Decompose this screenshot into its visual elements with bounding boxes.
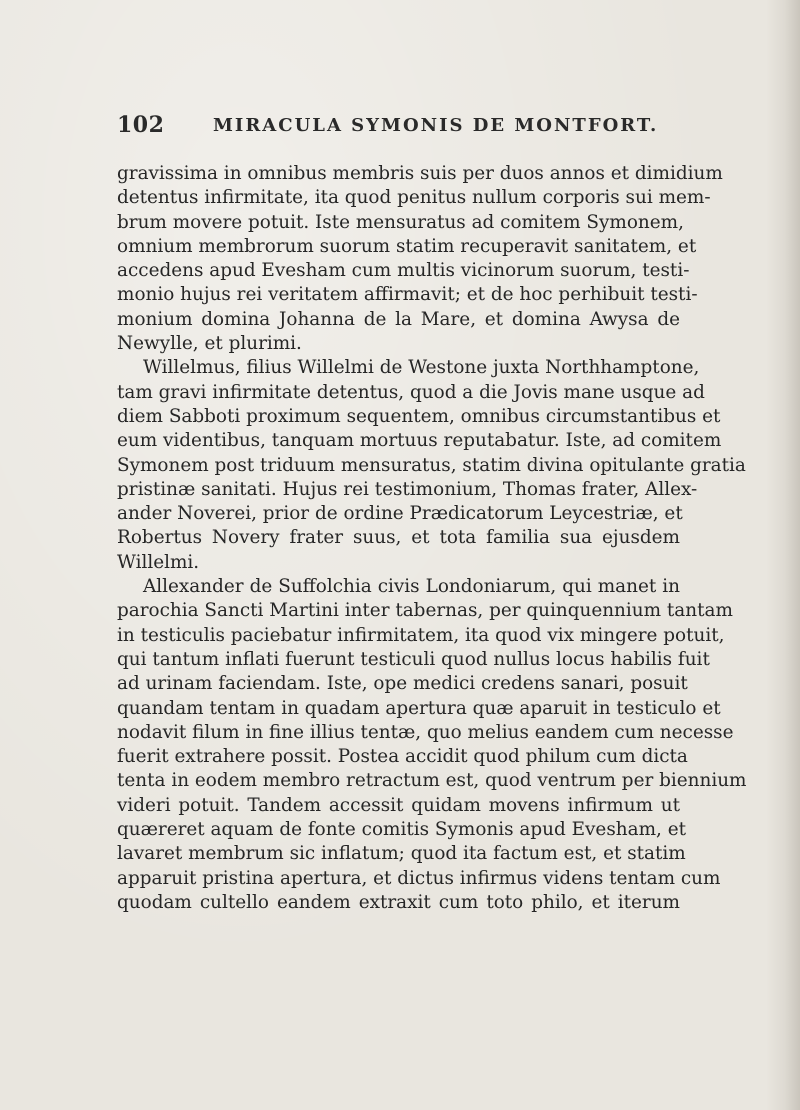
text-line: Symonem post triduum mensuratus, statim divina opitulante gratia [117,454,746,476]
text-line: gravissima in omnibus membris suis per duos annos et dimidium [117,163,723,184]
text-line: in testiculis paciebatur infirmitatem, ita quod vix mingere potuit, [117,624,725,646]
paragraph-1 [117,162,723,356]
text-line: tenta in eodem membro retractum est, quod ventrum per biennium [117,770,747,792]
text-line: qui tantum inflati fuerunt testiculi quod nullus locus habilis fuit [117,648,710,670]
text-line: fuerit extrahere possit. Postea accidit quod philum cum dicta [117,746,688,768]
text-line: quodam cultello eandem extraxit cum toto philo, et iterum [117,891,680,913]
text-line: videri potuit. Tandem accessit quidam movens infirmum ut [117,794,680,816]
text-line: omnium membrorum suorum statim recuperavit sanitatem, et [117,235,697,257]
text-line: ad urinam faciendam. Iste, ope medici credens sanari, posuit [117,673,688,695]
text-line: monio hujus rei veritatem affirmavit; et de hoc perhibuit testi- [117,284,698,306]
text-line: quæreret aquam de fonte comitis Symonis apud Evesham, et [117,819,686,841]
text-line: parochia Sancti Martini inter tabernas, per quinquennium tantam [117,600,733,622]
text-line: monium domina Johanna de la Mare, et domina Awysa de [117,308,680,330]
text-line: Allexander de Suffolchia civis Londoniarum, qui manet in [143,576,680,598]
text-line: detentus infirmitate, ita quod penitus nullum corporis sui mem- [117,187,711,209]
text-line: lavaret membrum sic inflatum; quod ita factum est, et statim [117,843,686,865]
text-line: Newylle, et plurimi. [117,333,302,355]
running-title: MIRACULA SYMONIS DE MONTFORT. [213,115,659,136]
text-line: brum movere potuit. Iste mensuratus ad comitem Symonem, [117,211,684,233]
paragraph-2 [117,356,746,575]
text-line: quandam tentam in quadam apertura quæ aparuit in testiculo et [117,697,721,719]
page-edge-shadow [766,0,800,1110]
text-line: Robertus Novery frater suus, et tota familia sua ejusdem [117,527,680,549]
text-line: Willelmi. [117,551,200,573]
paragraph-3 [117,575,747,915]
text-line: apparuit pristina apertura, et dictus infirmus videns tentam cum [117,867,721,889]
text-line: accedens apud Evesham cum multis vicinorum suorum, testi- [117,260,690,282]
body-text [117,162,747,915]
text-line: pristinæ sanitati. Hujus rei testimonium, Thomas frater, Allex- [117,478,698,500]
text-line: ander Noverei, prior de ordine Prædicatorum Leycestriæ, et [117,503,683,525]
text-line: Willelmus, filius Willelmi de Westone juxta Northhamptone, [143,357,700,379]
text-line: eum videntibus, tanquam mortuus reputabatur. Iste, ad comitem [117,430,722,452]
text-line: nodavit filum in fine illius tentæ, quo melius eandem cum necesse [117,721,734,743]
running-head [117,112,677,142]
text-line: diem Sabboti proximum sequentem, omnibus circumstantibus et [117,405,721,427]
text-line: tam gravi infirmitate detentus, quod a die Jovis mane usque ad [117,381,705,403]
page-number: 102 [117,112,165,138]
